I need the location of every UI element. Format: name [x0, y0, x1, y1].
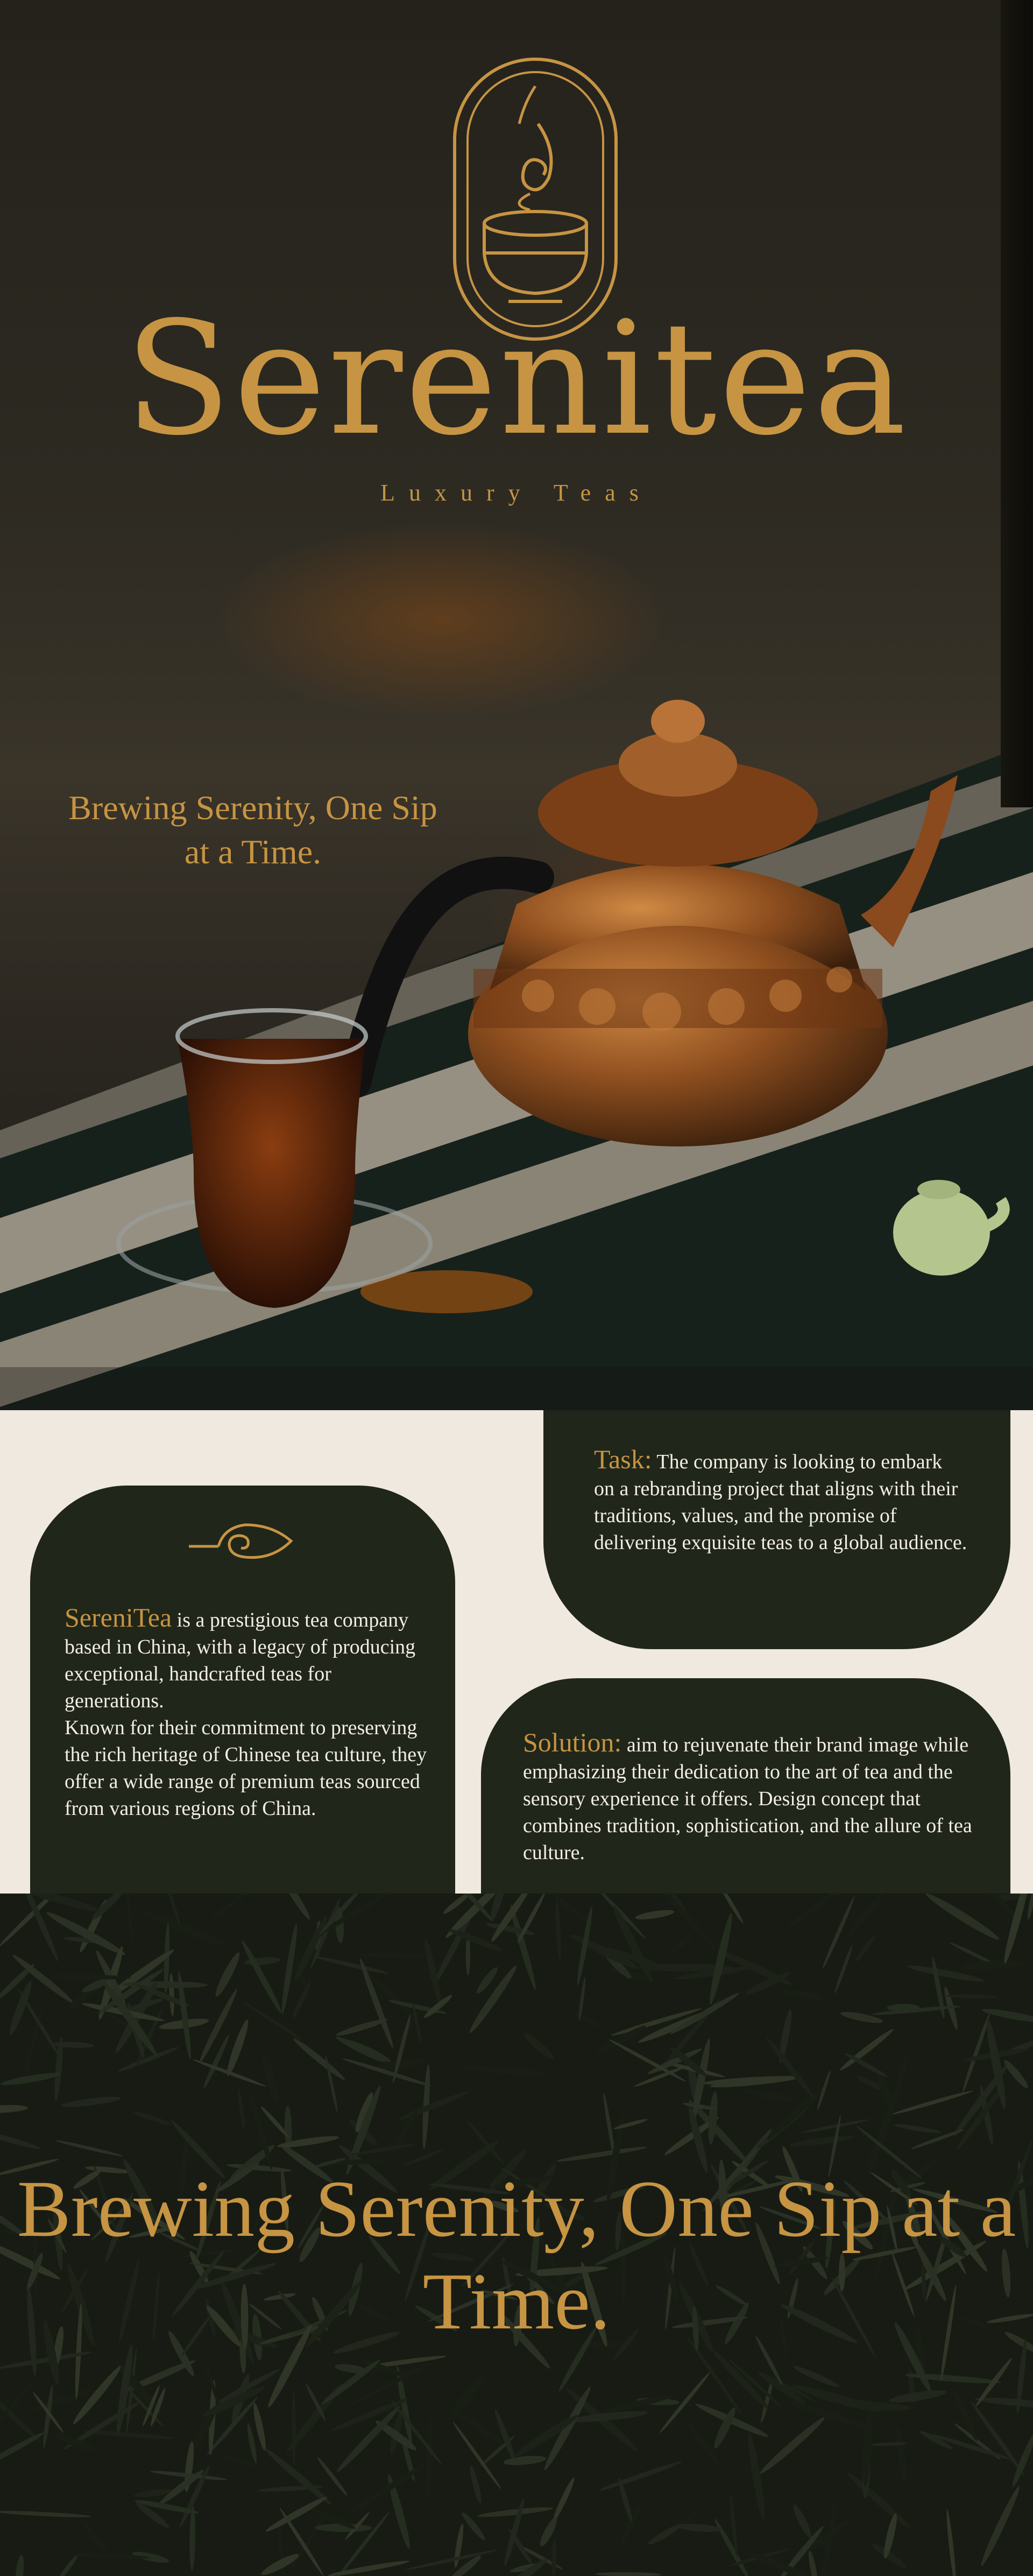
tea-leaves-section [0, 1894, 1033, 2576]
solution-card [481, 1678, 1010, 1894]
brand-tagline: Luxury Teas [380, 480, 653, 506]
about-text [65, 1604, 427, 1822]
solution-body: aim to rejuvenate their brand image while emphasizing their dedication to the art of tea and the sensory experience it offers. Design concept that combines tradition, sophistication, and the allure of tea culture. [523, 1734, 972, 1864]
task-card [543, 1410, 1010, 1649]
about-body-2: Known for their commitment to preserving the rich heritage of Chinese tea culture, they offer a wide range of premium teas sourced from various regions of China. [65, 1716, 427, 1820]
solution-text [523, 1729, 985, 1866]
task-text [594, 1446, 967, 1556]
about-card [30, 1486, 455, 1894]
cloud-swirl-icon [186, 1517, 294, 1565]
info-section [0, 1410, 1033, 1894]
brand-name: Serenitea [124, 288, 909, 470]
task-body: The company is looking to embark on a rebranding project that aligns with their traditions, values, and the promise of delivering exquisite teas to a global audience. [594, 1451, 967, 1554]
about-body: is a prestigious tea company based in China, with a legacy of producing exceptional, handcrafted teas for generations. [65, 1609, 416, 1712]
hero-slogan: Brewing Serenity, One Sip at a Time. [68, 789, 437, 871]
task-lead: Task: [594, 1444, 652, 1474]
solution-lead: Solution: [523, 1727, 622, 1757]
footer-slogan: Brewing Serenity, One Sip at a Time. [17, 2164, 1016, 2346]
about-lead: SereniTea [65, 1602, 172, 1632]
